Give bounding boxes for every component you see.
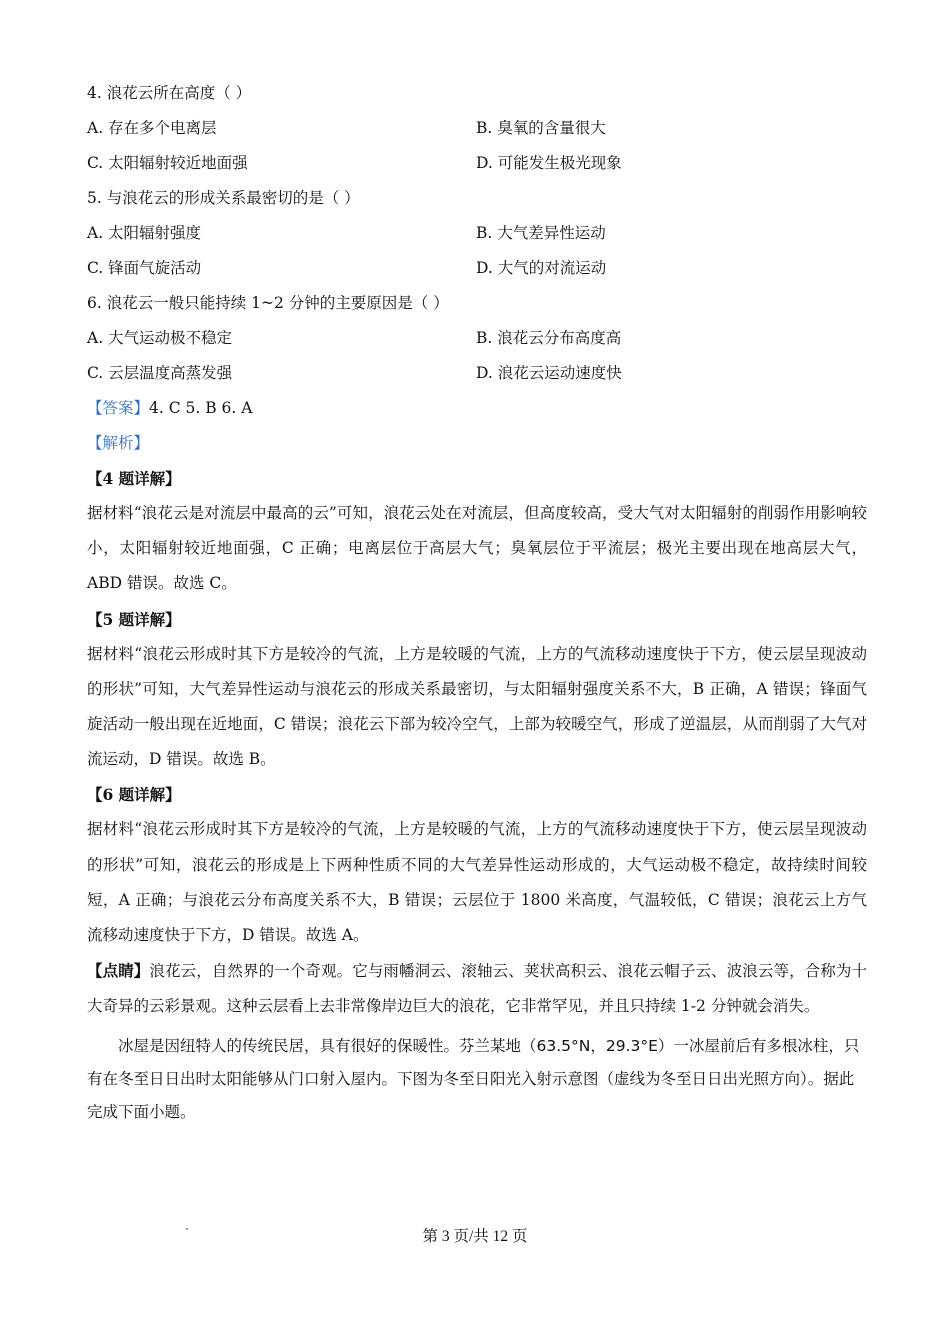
q6-option-a: A. 大气运动极不稳定 xyxy=(87,329,233,347)
detail-5-heading: 【5 题详解】 xyxy=(87,609,181,629)
q6-option-b: B. 浪花云分布高度高 xyxy=(476,329,622,347)
detail-6-heading: 【6 题详解】 xyxy=(87,785,181,805)
material-intro: 冰屋是因纽特人的传统民居，具有很好的保暖性。芬兰某地（63.5°N，29.3°E）一冰屋前后有多根冰柱，只有在冬至日日出时太阳能够从门口射入屋内。下图为冬至日阳光入射示意图（虚线为冬至日日出光照方向）。据此完成下面小题。 xyxy=(87,1036,860,1121)
question-4-options-row-1 xyxy=(87,111,867,146)
question-6-options-row-2 xyxy=(87,356,867,391)
detail-6-body: 据材料“浪花云形成时其下方是较冷的气流，上方是较暖的气流，上方的气流移动速度快于下方，使云层呈现波动的形状”可知，浪花云的形成是上下两种性质不同的大气差异性运动形成的，大气运动极不稳定，故持续时间较短，A 正确；与浪花云分布高度关系不大，B 错误；云层位于 1800 米高度，气温较低，C 错误；浪花云上方气流移动速度快于下方，D 错误。故选 A。 xyxy=(87,820,867,945)
q4-option-c: C. 太阳辐射较近地面强 xyxy=(87,154,248,172)
answer-text: 4. C 5. B 6. A xyxy=(149,399,253,417)
q5-option-c: C. 锋面气旋活动 xyxy=(87,259,202,277)
question-6-options-row-1 xyxy=(87,321,867,356)
document-page xyxy=(87,76,867,1129)
analysis-tag: 【解析】 xyxy=(87,434,150,452)
question-5-options-row-2 xyxy=(87,251,867,286)
q5-option-b: B. 大气差异性运动 xyxy=(476,224,606,242)
question-4-options-row-2 xyxy=(87,146,867,181)
answer-line xyxy=(87,391,867,426)
detail-5-body: 据材料“浪花云形成时其下方是较冷的气流，上方是较暖的气流，上方的气流移动速度快于下方，使云层呈现波动的形状”可知，大气差异性运动与浪花云的形成关系最密切，与太阳辐射强度关系不大，B 正确，A 错误；锋面气旋活动一般出现在近地面，C 错误；浪花云下部为较冷空气，上部为较暖空气，形成了逆温层，从而削弱了大气对流运动，D 错误。故选 B。 xyxy=(87,644,867,769)
q5-option-a: A. 太阳辐射强度 xyxy=(87,224,202,242)
key-point xyxy=(87,953,867,1024)
answer-tag: 【答案】 xyxy=(87,399,150,417)
page-footer: 第 3 页/共 12 页 xyxy=(422,1228,528,1245)
q4-option-d: D. 可能发生极光现象 xyxy=(476,154,622,172)
q4-option-b: B. 臭氧的含量很大 xyxy=(476,119,606,137)
q5-option-d: D. 大气的对流运动 xyxy=(476,259,607,277)
q4-option-a: A. 存在多个电离层 xyxy=(87,119,217,137)
detail-4-heading: 【4 题详解】 xyxy=(87,469,181,488)
q6-option-c: C. 云层温度高蒸发强 xyxy=(87,364,233,382)
q6-option-d: D. 浪花云运动速度快 xyxy=(476,364,622,382)
question-5-options-row-1 xyxy=(87,216,867,251)
key-point-tag: 【点睛】 xyxy=(87,961,150,981)
question-4-stem: 4. 浪花云所在高度（ ） xyxy=(87,84,252,102)
question-6-stem: 6. 浪花云一般只能持续 1~2 分钟的主要原因是（ ） xyxy=(87,294,449,312)
detail-4-body: 据材料“浪花云是对流层中最高的云”可知，浪花云处在对流层，但高度较高，受大气对太阳辐射的削弱作用影响较小，太阳辐射较近地面强，C 正确；电离层位于高层大气；臭氧层位于平流层；极光主要出现在地高层大气，ABD 错误。故选 C。 xyxy=(87,504,867,593)
question-5-stem: 5. 与浪花云的形成关系最密切的是（ ） xyxy=(87,189,360,207)
key-point-body: 浪花云，自然界的一个奇观。它与雨幡洞云、滚轴云、荚状高积云、浪花云帽子云、波浪云等，合称为十大奇异的云彩景观。这种云层看上去非常像岸边巨大的浪花，它非常罕见，并且只持续 1-2 分钟就会消失。 xyxy=(87,962,867,1016)
